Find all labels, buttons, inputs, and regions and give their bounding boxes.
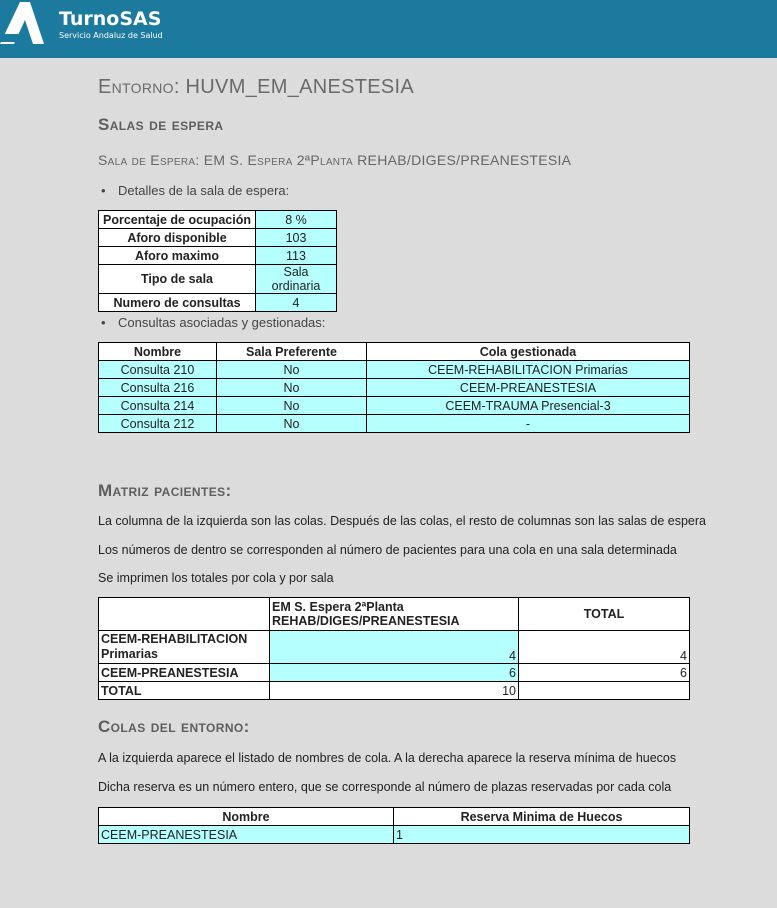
consultas-bullet bbox=[78, 315, 325, 330]
cell: CEEM-REHABILITACION Primarias bbox=[367, 361, 690, 379]
cell: CEEM-TRAUMA Presencial-3 bbox=[367, 397, 690, 415]
table-header-row bbox=[99, 598, 690, 631]
column-header: Sala Preferente bbox=[217, 343, 367, 361]
colas-text-1: A la izquierda aparece el listado de nombres de cola. A la derecha aparece la reserva mínima de huecos bbox=[98, 751, 677, 765]
detail-value: Sala ordinaria bbox=[256, 265, 337, 294]
table-row bbox=[99, 294, 337, 312]
detail-label: Aforo disponible bbox=[99, 229, 256, 247]
cell: 4 bbox=[519, 631, 690, 664]
cell: Consulta 212 bbox=[99, 415, 217, 433]
table-row bbox=[99, 682, 690, 700]
colas-table bbox=[98, 807, 690, 844]
row-header: CEEM-REHABILITACION Primarias bbox=[99, 631, 270, 664]
colas-text-2: Dicha reserva es un número entero, que se corresponde al número de plazas reservadas por cada cola bbox=[98, 780, 672, 794]
cell: 1 bbox=[394, 826, 690, 844]
salas-title: Salas de espera bbox=[98, 115, 224, 134]
matriz-title: Matriz pacientes: bbox=[98, 481, 232, 500]
row-header: CEEM-PREANESTESIA bbox=[99, 664, 270, 682]
cell: No bbox=[217, 415, 367, 433]
detail-label: Aforo maximo bbox=[99, 247, 256, 265]
cell: 4 bbox=[270, 631, 519, 664]
detail-value: 4 bbox=[256, 294, 337, 312]
column-header: EM S. Espera 2ªPlanta REHAB/DIGES/PREANESTESIA bbox=[270, 598, 519, 631]
detalles-table bbox=[98, 210, 337, 312]
detail-value: 113 bbox=[256, 247, 337, 265]
colas-title: Colas del entorno: bbox=[98, 717, 250, 736]
table-row bbox=[99, 265, 337, 294]
brand-subtitle: Servicio Andaluz de Salud bbox=[59, 31, 163, 40]
cell: 10 bbox=[270, 682, 519, 700]
matriz-text-3: Se imprimen los totales por cola y por sala bbox=[98, 571, 334, 585]
matriz-text-2: Los números de dentro se corresponden al número de pacientes para una cola en una sala determinada bbox=[98, 543, 677, 557]
table-header-row bbox=[99, 343, 690, 361]
cell: 6 bbox=[270, 664, 519, 682]
cell: No bbox=[217, 397, 367, 415]
table-row bbox=[99, 664, 690, 682]
table-row bbox=[99, 826, 690, 844]
sas-logo-icon bbox=[0, 0, 50, 50]
cell: 6 bbox=[519, 664, 690, 682]
detail-label: Porcentaje de ocupación bbox=[99, 211, 256, 229]
table-header-row bbox=[99, 808, 690, 826]
detalles-bullet bbox=[78, 183, 289, 198]
column-header: Cola gestionada bbox=[367, 343, 690, 361]
column-header: Nombre bbox=[99, 343, 217, 361]
top-bar bbox=[0, 0, 777, 58]
column-header: Reserva Minima de Huecos bbox=[394, 808, 690, 826]
cell: Consulta 210 bbox=[99, 361, 217, 379]
detail-value: 8 % bbox=[256, 211, 337, 229]
row-header: TOTAL bbox=[99, 682, 270, 700]
column-header: TOTAL bbox=[519, 598, 690, 631]
brand-name: TurnoSAS bbox=[59, 8, 162, 30]
cell: Consulta 214 bbox=[99, 397, 217, 415]
consultas-table bbox=[98, 342, 690, 433]
sala-title: Sala de Espera: EM S. Espera 2ªPlanta REHAB/DIGES/PREANESTESIA bbox=[98, 152, 572, 168]
consultas-label: Consultas asociadas y gestionadas: bbox=[118, 315, 326, 330]
cell: CEEM-PREANESTESIA bbox=[367, 379, 690, 397]
column-header: Nombre bbox=[99, 808, 394, 826]
cell: No bbox=[217, 379, 367, 397]
matriz-table bbox=[98, 597, 690, 700]
table-row bbox=[99, 247, 337, 265]
table-row bbox=[99, 397, 690, 415]
cell: - bbox=[367, 415, 690, 433]
table-row bbox=[99, 415, 690, 433]
detail-value: 103 bbox=[256, 229, 337, 247]
cell: No bbox=[217, 361, 367, 379]
matriz-text-1: La columna de la izquierda son las colas. Después de las colas, el resto de columnas son las salas de espera bbox=[98, 514, 706, 528]
detail-label: Numero de consultas bbox=[99, 294, 256, 312]
table-row bbox=[99, 361, 690, 379]
cell: Consulta 216 bbox=[99, 379, 217, 397]
table-row bbox=[99, 631, 690, 664]
table-row bbox=[99, 211, 337, 229]
table-row bbox=[99, 229, 337, 247]
detail-label: Tipo de sala bbox=[99, 265, 256, 294]
detalles-label: Detalles de la sala de espera: bbox=[118, 183, 290, 198]
table-row bbox=[99, 379, 690, 397]
entorno-title: Entorno: HUVM_EM_ANESTESIA bbox=[98, 76, 415, 98]
cell: CEEM-PREANESTESIA bbox=[99, 826, 394, 844]
